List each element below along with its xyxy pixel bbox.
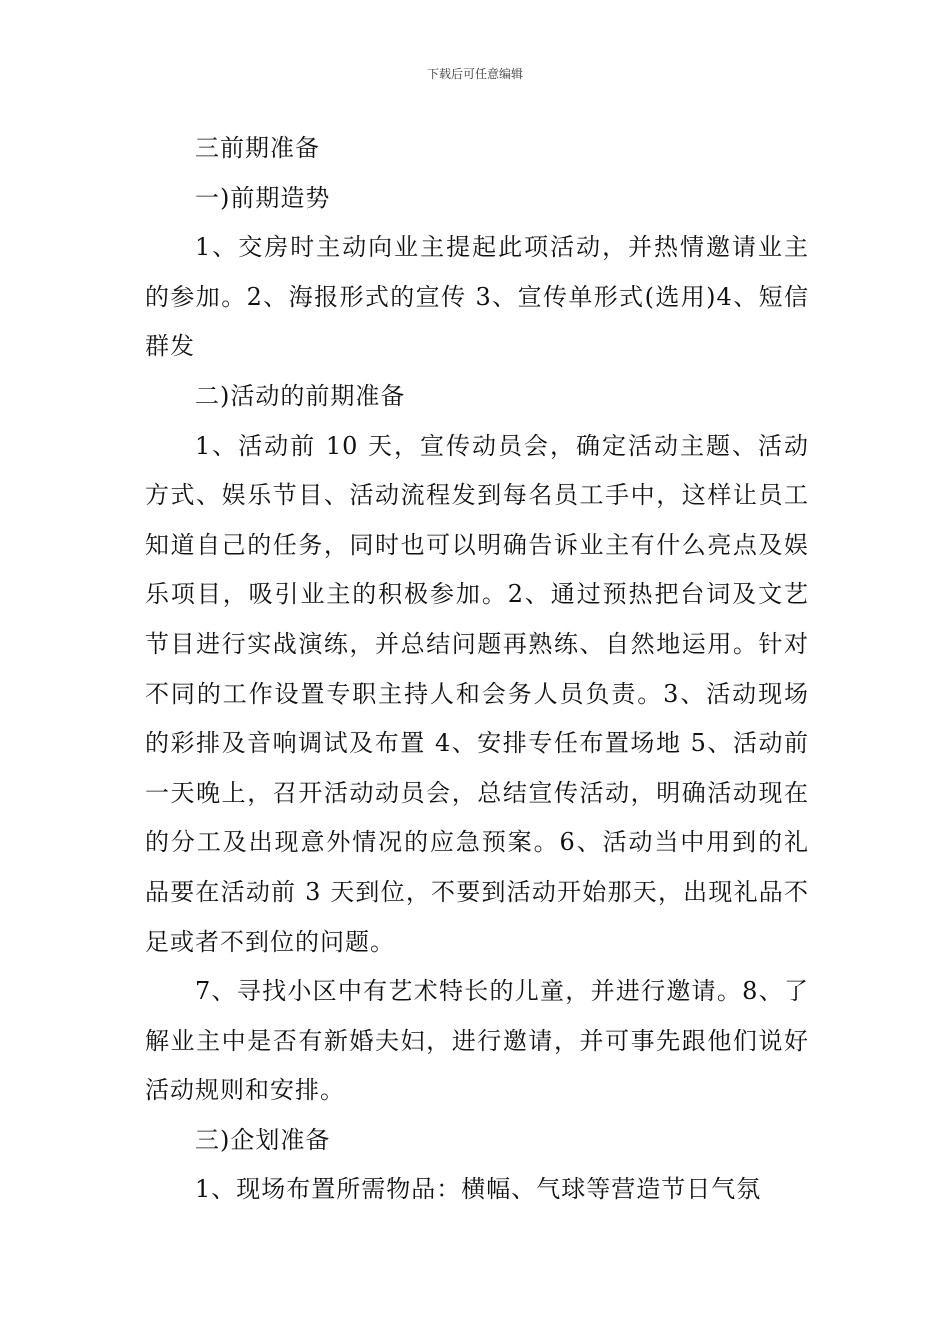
body-paragraph: 1、交房时主动向业主提起此项活动，并热情邀请业主的参加。2、海报形式的宣传 3、宣传单形式(选用)4、短信群发 (145, 233, 809, 361)
body-paragraph: 1、活动前 10 天，宣传动员会，确定活动主题、活动方式、娱乐节目、活动流程发到每名员工手中，这样让员工知道自己的任务，同时也可以明确告诉业主有什么亮点及娱乐项目，吸引业主的积极参加。2、通过预热把台词及文艺节目进行实战演练，并总结问题再熟练、自然地运用。针对不同的工作设置专职主持人和会务人员负责。3、活动现场的彩排及音响调试及布置 4、安排专任布置场地 5、活动前一天晚上，召开活动动员会，总结宣传活动，明确活动现在的分工及出现意外情况的应急预案。6、活动当中用到的礼品要在活动前 3 天到位，不要到活动开始那天，出现礼品不足或者不到位的问题。 (145, 431, 809, 956)
subsection-heading: 三)企划准备 (195, 1125, 331, 1154)
page-header-note: 下载后可任意编辑 (426, 67, 523, 81)
subsection-heading: 一)前期造势 (195, 183, 331, 212)
document-body (145, 124, 809, 1215)
body-paragraph: 7、寻找小区中有艺术特长的儿童，并进行邀请。8、了解业主中是否有新婚夫妇，进行邀请，并可事先跟他们说好活动规则和安排。 (145, 977, 809, 1105)
section-heading: 三前期准备 (195, 134, 320, 162)
subsection-heading: 二)活动的前期准备 (195, 381, 406, 410)
body-paragraph: 1、现场布置所需物品：横幅、气球等营造节日气氛 (195, 1175, 762, 1204)
